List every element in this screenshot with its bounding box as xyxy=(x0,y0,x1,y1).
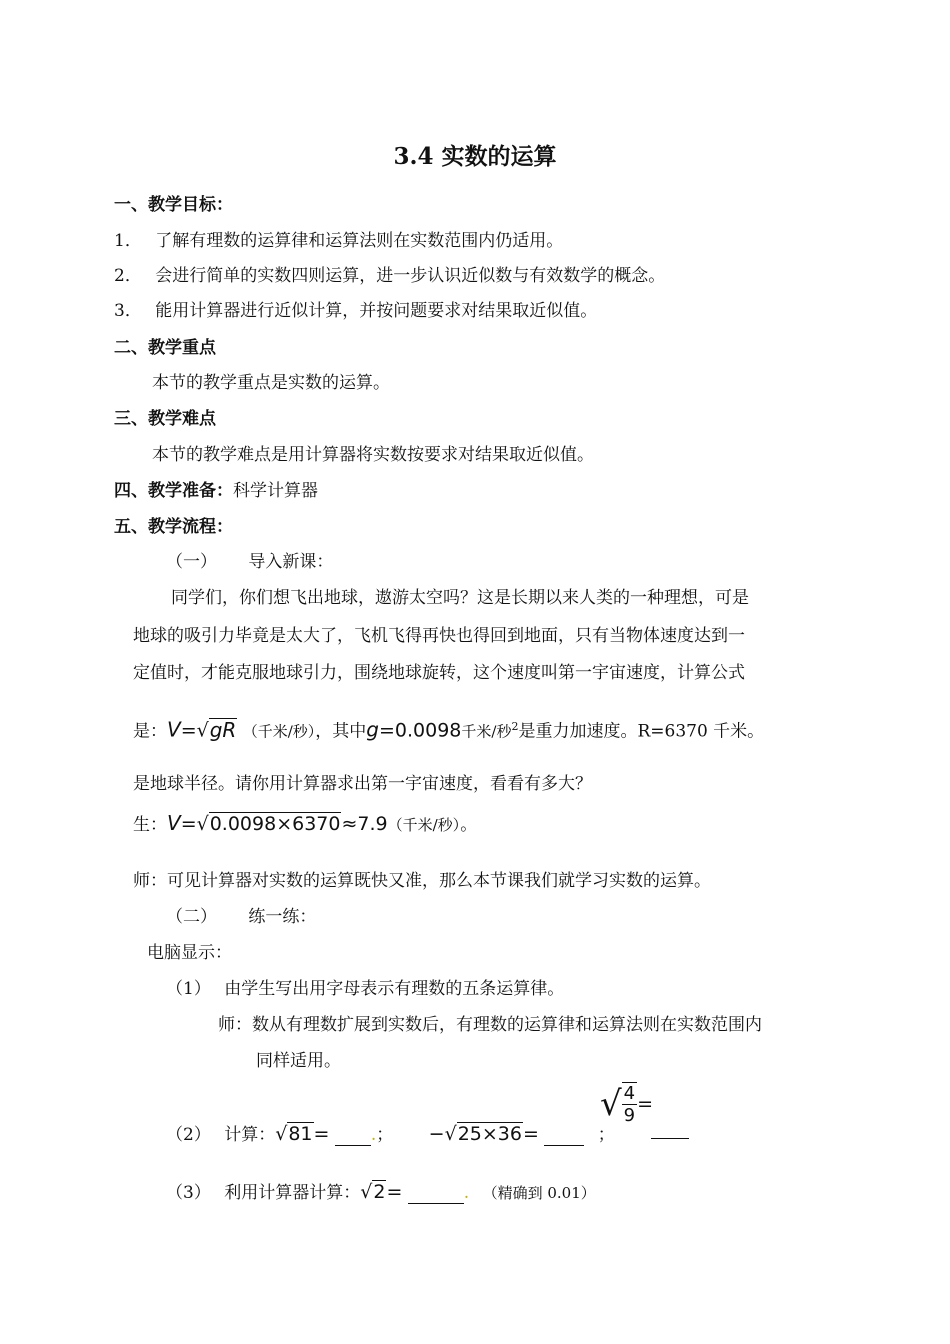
section-heading-focus: 二、教学重点 xyxy=(114,338,216,358)
expr2-radicand: 25×36 xyxy=(457,1123,522,1145)
answer-unit: （千米/秒） xyxy=(387,816,461,834)
page-title: 3.4 实数的运算 xyxy=(393,143,557,170)
objective-text: 了解有理数的运算律和运算法则在实数范围内仍适用。 xyxy=(155,231,564,251)
precision-note: （精确到 0.01） xyxy=(482,1184,596,1202)
g-unit: 千米/秒 xyxy=(461,722,512,741)
unit-label: （千米/秒） xyxy=(242,722,316,741)
answer-blank-1[interactable] xyxy=(335,1127,371,1146)
preparation-line xyxy=(114,480,318,502)
section-heading-preparation: 四、教学准备： xyxy=(114,481,233,501)
answer-blank-4[interactable] xyxy=(408,1185,464,1204)
expr1-equals: = xyxy=(313,1123,330,1145)
sqrt-icon: √ xyxy=(275,1123,288,1145)
fraction-denominator: 9 xyxy=(623,1105,636,1126)
mark-dot: . xyxy=(463,1183,470,1203)
sqrt-icon: √ xyxy=(360,1181,373,1203)
expr3-fraction-sqrt xyxy=(600,1082,653,1126)
intro-prefix: 是： xyxy=(133,721,167,742)
teacher-comment-2-line-1: 师：数从有理数扩展到实数后，有理数的运算律和运算法则在实数范围内 xyxy=(218,1015,762,1035)
answer-blank-2[interactable] xyxy=(544,1127,584,1146)
expr2-negative: − xyxy=(428,1123,445,1145)
part-label: （一） xyxy=(166,552,217,572)
focus-text: 本节的教学重点是实数的运算。 xyxy=(152,373,390,393)
sqrt2-equals: = xyxy=(386,1181,403,1203)
intro-line-3: 定值时，才能克服地球引力，围绕地球旋转，这个速度叫第一宇宙速度，计算公式 xyxy=(133,663,745,683)
question-text: 由学生写出用字母表示有理数的五条运算律。 xyxy=(224,979,565,999)
sqrt-icon: √ xyxy=(600,1084,622,1124)
objective-item-3 xyxy=(114,300,597,322)
preparation-text: 科学计算器 xyxy=(233,481,318,501)
sqrt-icon: √ xyxy=(196,813,209,835)
part-one-heading xyxy=(166,551,333,573)
objective-number: 1． xyxy=(114,231,142,251)
question-2 xyxy=(166,1122,615,1146)
answer-end: 。 xyxy=(460,815,478,835)
objective-number: 2． xyxy=(114,266,142,286)
objective-item-2 xyxy=(114,265,665,287)
question-label: 利用计算器计算： xyxy=(224,1183,361,1203)
objective-text: 会进行简单的实数四则运算，进一步认识近似数与有效数学的概念。 xyxy=(155,266,666,286)
formula-radicand: gR xyxy=(209,717,237,742)
intro-mid: ，其中 xyxy=(315,721,367,742)
section-heading-difficulty: 三、教学难点 xyxy=(114,409,216,429)
section-heading-process: 五、教学流程： xyxy=(114,517,233,537)
intro-line-5: 是地球半径。请你用计算器求出第一宇宙速度，看看有多大？ xyxy=(133,774,592,794)
formula-v: V xyxy=(167,717,181,742)
part-label: （二） xyxy=(166,907,217,927)
answer-blank-3[interactable] xyxy=(651,1120,689,1139)
part-title: 练一练： xyxy=(248,907,317,927)
sqrt-icon: √ xyxy=(444,1123,457,1145)
expr1-radicand: 81 xyxy=(288,1123,313,1145)
teacher-comment-1: 师：可见计算器对实数的运算既快又准，那么本节课我们就学习实数的运算。 xyxy=(133,871,711,891)
question-1 xyxy=(166,978,564,1000)
expr3-equals: = xyxy=(637,1093,654,1115)
sqrt-icon: √ xyxy=(196,719,209,742)
separator: ； xyxy=(597,1125,615,1145)
screen-display-label: 电脑显示： xyxy=(147,943,232,963)
expr2-equals: = xyxy=(522,1123,539,1145)
mark-dot: . xyxy=(370,1125,377,1145)
intro-line-4 xyxy=(133,716,764,743)
fraction-numerator: 4 xyxy=(623,1083,636,1104)
g-symbol: g xyxy=(366,717,379,742)
answer-v: V xyxy=(167,811,181,835)
part-two-heading xyxy=(166,906,316,928)
g-superscript: 2 xyxy=(511,720,519,733)
fraction xyxy=(622,1082,637,1126)
teacher-comment-2-line-2: 同样适用。 xyxy=(256,1051,341,1071)
student-answer xyxy=(133,812,477,836)
g-value: =0.0098 xyxy=(378,719,462,742)
section-heading-objectives: 一、教学目标： xyxy=(114,195,233,215)
answer-equals: = xyxy=(180,813,197,835)
intro-end: 是重力加速度。R=6370 千米。 xyxy=(518,721,765,742)
objective-number: 3． xyxy=(114,301,142,321)
separator: ； xyxy=(376,1125,394,1145)
question-number: （1） xyxy=(166,979,211,999)
question-3 xyxy=(166,1180,596,1204)
question-label: 计算： xyxy=(224,1125,276,1145)
student-label: 生： xyxy=(133,815,167,835)
part-title: 导入新课： xyxy=(248,552,334,572)
sqrt2-radicand: 2 xyxy=(373,1181,386,1203)
question-number: （2） xyxy=(166,1125,211,1145)
objective-text: 能用计算器进行近似计算，并按问题要求对结果取近似值。 xyxy=(155,301,598,321)
objective-item-1 xyxy=(114,230,563,252)
intro-line-1: 同学们，你们想飞出地球，遨游太空吗？这是长期以来人类的一种理想，可是 xyxy=(171,588,749,608)
intro-line-2: 地球的吸引力毕竟是太大了，飞机飞得再快也得回到地面，只有当物体速度达到一 xyxy=(133,626,745,646)
formula-equals: = xyxy=(180,719,197,742)
difficulty-text: 本节的教学难点是用计算器将实数按要求对结果取近似值。 xyxy=(152,445,594,465)
answer-radicand: 0.0098×6370 xyxy=(209,813,341,835)
answer-approx: ≈7.9 xyxy=(341,813,388,835)
question-number: （3） xyxy=(166,1183,211,1203)
